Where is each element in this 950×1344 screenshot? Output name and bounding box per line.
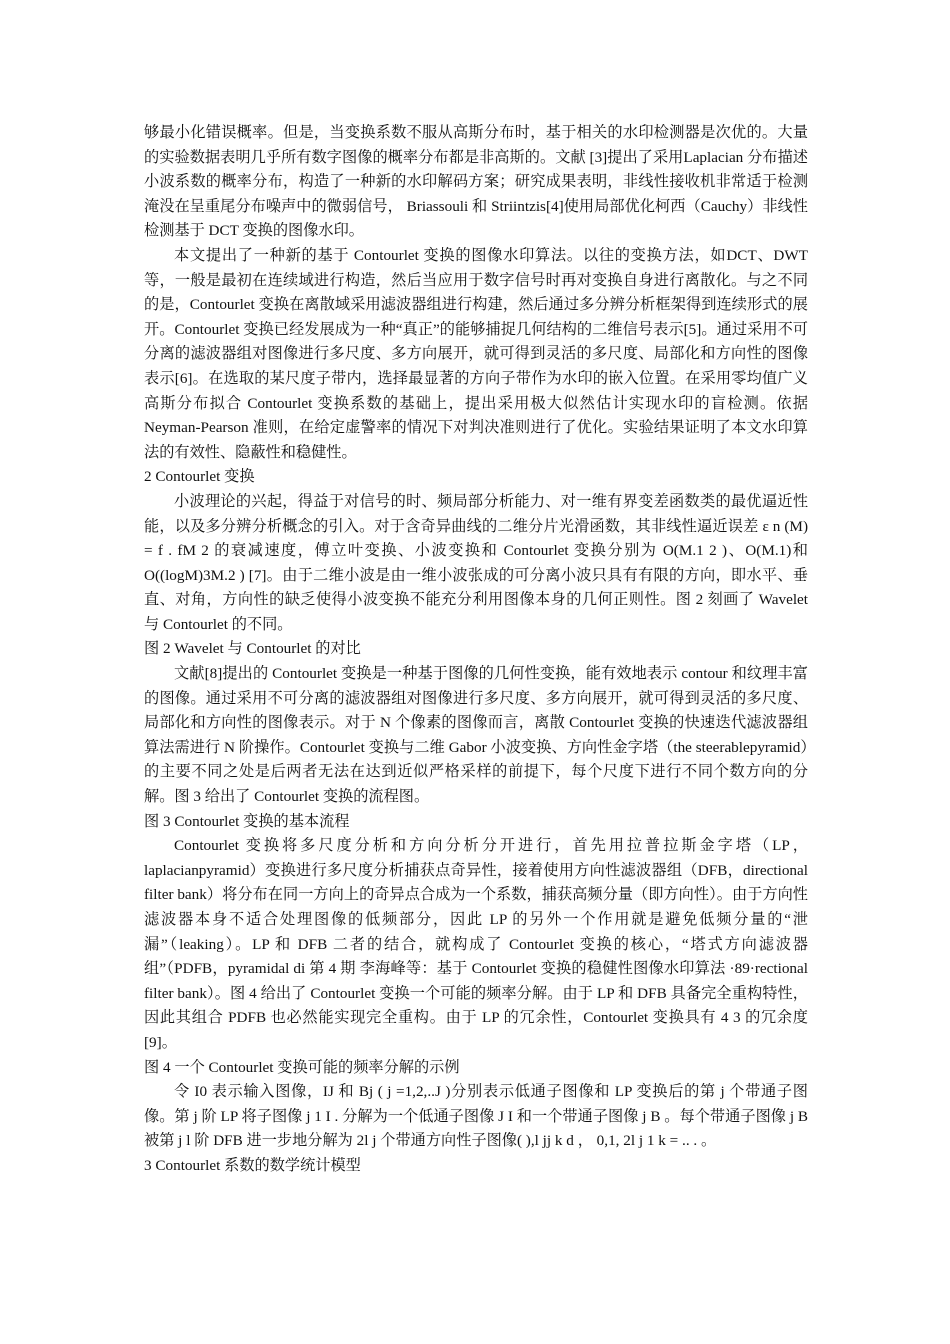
- body-paragraph: 本文提出了一种新的基于 Contourlet 变换的图像水印算法。以往的变换方法，如DCT、DWT 等，一般是最初在连续域进行构造，然后当应用于数字信号时再对变换自身进行离散化。与之不同的是，Contourlet 变换在离散域采用滤波器组进行构建，然后通过多分辨分析框架得到连续形式的展开。Contourlet 变换已经发展成为一种“真正”的能够捕捉几何结构的二维信号表示[5]。通过采用不可分离的滤波器组对图像进行多尺度、多方向展开，就可得到灵活的多尺度、局部化和方向性的图像表示[6]。在选取的某尺度子带内，选择最显著的方向子带作为水印的嵌入位置。在采用零均值广义高斯分布拟合 Contourlet 变换系数的基础上，提出采用极大似然估计实现水印的盲检测。依据 Neyman-Pearson 准则，在给定虚警率的情况下对判决准则进行了优化。实验结果证明了本文水印算法的有效性、隐蔽性和稳健性。: [144, 246, 808, 461]
- body-paragraph: 小波理论的兴起，得益于对信号的时、频局部分析能力、对一维有界变差函数类的最优逼近性能，以及多分辨分析概念的引入。对于含奇异曲线的二维分片光滑函数，其非线性逼近误差 ε n (M) = f . fM 2 的衰减速度，傅立叶变换、小波变换和 Contourlet 变换分别为 O(M.1 2 )、O(M.1)和 O((logM)3M.2 ) [7]。由于二维小波是由一维小波张成的可分离小波只具有有限的方向，即水平、垂直、对角，方向性的缺乏使得小波变换不能充分利用图像本身的几何正则性。图 2 刻画了 Wavelet 与 Contourlet 的不同。: [144, 492, 808, 633]
- figure-caption: 图 3 Contourlet 变换的基本流程: [144, 812, 350, 830]
- figure-caption: 图 2 Wavelet 与 Contourlet 的对比: [144, 640, 361, 658]
- body-paragraph: 够最小化错误概率。但是，当变换系数不服从高斯分布时，基于相关的水印检测器是次优的。大量的实验数据表明几乎所有数字图像的概率分布都是非高斯的。文献 [3]提出了采用Laplacian 分布描述小波系数的概率分布，构造了一种新的水印解码方案；研究成果表明，非线性接收机非常适于检测淹没在呈重尾分布噪声中的微弱信号， Briassouli 和 Striintzis[4]使用局部优化柯西（Cauchy）非线性检测基于 DCT 变换的图像水印。: [144, 124, 808, 240]
- body-paragraph: 文献[8]提出的 Contourlet 变换是一种基于图像的几何性变换，能有效地表示 contour 和纹理丰富的图像。通过采用不可分离的滤波器组对图像进行多尺度、多方向展开，就可得到灵活的多尺度、局部化和方向性的图像表示。对于 N 个像素的图像而言，离散 Contourlet 变换的快速迭代滤波器组算法需进行 N 阶操作。Contourlet 变换与二维 Gabor 小波变换、方向性金字塔（the steerablepyramid）的主要不同之处是后两者无法在达到近似严格采样的前提下，每个尺度下进行不同个数方向的分解。图 3 给出了 Contourlet 变换的流程图。: [144, 665, 808, 806]
- section-heading: 2 Contourlet 变换: [144, 468, 255, 486]
- body-paragraph: 令 I0 表示输入图像，IJ 和 Bj ( j =1,2,..J )分别表示低通子图像和 LP 变换后的第 j 个带通子图像。第 j 阶 LP 将子图像 j 1 I . 分解为一个低通子图像 J I 和一个带通子图像 j B 。每个带通子图像 j B 被第 j l 阶 DFB 进一步地分解为 2l j 个带通方向性子图像( ),l jj k d ， 0,1, 2l j 1 k = .. . 。: [144, 1083, 808, 1150]
- section-heading: 3 Contourlet 系数的数学统计模型: [144, 1156, 361, 1174]
- figure-caption: 图 4 一个 Contourlet 变换可能的频率分解的示例: [144, 1058, 460, 1076]
- body-paragraph: Contourlet 变换将多尺度分析和方向分析分开进行，首先用拉普拉斯金字塔（LP，laplacianpyramid）变换进行多尺度分析捕获点奇异性，接着使用方向性滤波器组（DFB，directional filter bank）将分布在同一方向上的奇异点合成为一个系数，捕获高频分量（即方向性）。由于方向性滤波器本身不适合处理图像的低频部分，因此 LP 的另外一个作用就是避免低频分量的“泄漏”（leaking）。LP 和 DFB 二者的结合，就构成了 Contourlet 变换的核心，“塔式方向滤波器组”（PDFB，pyramidal di 第 4 期 李海峰等：基于 Contourlet 变换的稳健性图像水印算法 ·89·rectional filter bank）。图 4 给出了 Contourlet 变换一个可能的频率分解。由于 LP 和 DFB 具备完全重构特性，因此其组合 PDFB 也必然能实现完全重构。由于 LP 的冗余性，Contourlet 变换具有 4 3 的冗余度[9]。: [144, 837, 808, 1051]
- document-page: [144, 121, 808, 1179]
